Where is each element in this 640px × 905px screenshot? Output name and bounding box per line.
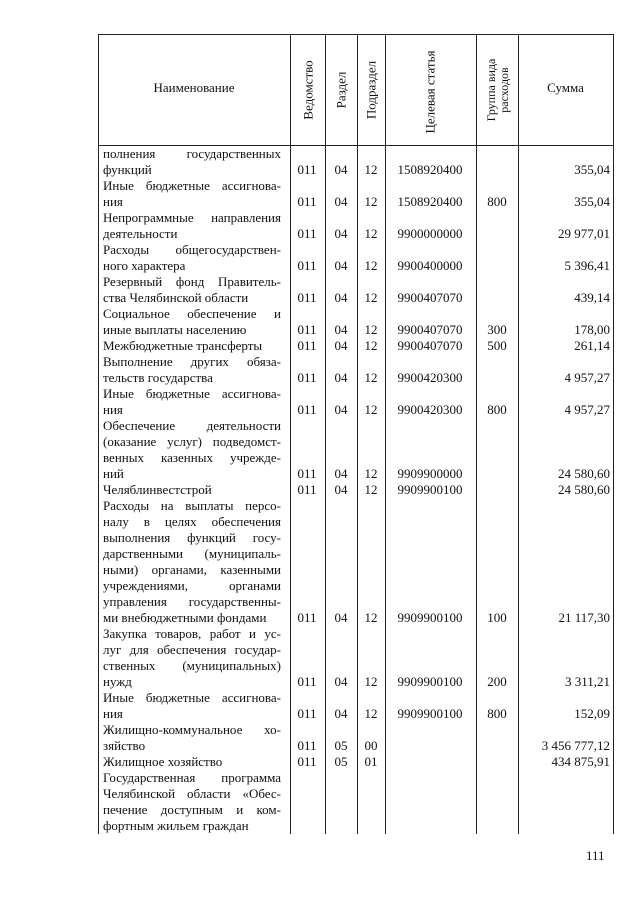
row-vedomstvo: 011 — [297, 754, 317, 769]
row-name — [103, 242, 281, 274]
row-name-line: выполнения функций госу- — [103, 530, 281, 545]
row-razdel: 04 — [334, 706, 348, 721]
row-tselevaya-statya: 1508920400 — [397, 162, 463, 177]
row-name-line: Челяблинвестстрой — [103, 482, 212, 497]
row-razdel: 05 — [334, 738, 348, 753]
table-border-left — [98, 34, 99, 834]
row-podrazdel: 12 — [364, 226, 378, 241]
row-name-line: Закупка товаров, работ и ус- — [103, 626, 281, 641]
row-vedomstvo: 011 — [297, 674, 317, 689]
row-tselevaya-statya: 9900407070 — [397, 322, 463, 337]
row-name-line: (оказание услуг) подведомст- — [103, 434, 281, 449]
row-name-line: ний — [103, 466, 124, 481]
row-razdel: 04 — [334, 466, 348, 481]
row-name-line: луг для обеспечения государ- — [103, 642, 281, 657]
row-name — [103, 306, 281, 338]
row-podrazdel: 12 — [364, 290, 378, 305]
row-name — [103, 274, 281, 306]
row-name-line: Расходы на выплаты персо- — [103, 498, 281, 513]
row-vedomstvo: 011 — [297, 610, 317, 625]
header-naimenovanie: Наименование — [153, 80, 235, 95]
table-border-right — [613, 34, 614, 834]
row-name — [103, 626, 281, 690]
row-podrazdel: 12 — [364, 610, 378, 625]
row-name-line: венных казенных учрежде- — [103, 450, 281, 465]
row-name-line: ния — [103, 706, 123, 721]
row-summa: 24 580,60 — [558, 466, 610, 481]
row-vedomstvo: 011 — [297, 370, 317, 385]
row-razdel: 04 — [334, 370, 348, 385]
row-name-line: фортным жильем граждан — [103, 818, 249, 833]
row-name-line: Резервный фонд Правитель- — [103, 274, 281, 289]
row-name-line: учреждениями, органами — [103, 578, 281, 593]
row-razdel: 04 — [334, 610, 348, 625]
row-summa: 29 977,01 — [558, 226, 610, 241]
row-name — [103, 482, 281, 498]
row-name — [103, 338, 281, 354]
row-name — [103, 498, 281, 626]
row-vedomstvo: 011 — [297, 482, 317, 497]
row-podrazdel: 12 — [364, 194, 378, 209]
page-number: 111 — [586, 848, 605, 863]
row-name-line: ного характера — [103, 258, 186, 273]
row-podrazdel: 12 — [364, 258, 378, 273]
row-tselevaya-statya: 9900420300 — [397, 370, 463, 385]
budget-table-page: Наименование Ведомство Раздел Подраздел Целевая статья Группа вида расходов Сумма полнения государственных функций 011 04 12 1508920400 355,04 Иные бюджетные ассигнова- ния 011 04 12 1508920400 800 355,04 Непрограммные направления деятельности 011 04 12 9900000000 29 977,01 Расходы общегосударствен- ного характера 011 04 12 9900400000 5 396,41 Резервный фонд Правитель- ства Челябинской области 011 04 12 9900407070 439,14 Социальное обеспечение и иные выплаты населению 011 04 12 9900407070 300 178,00 Межбюджетные трансферты 011 04 12 9900407070 500 261,14 Выполнение других обяза- тельств государства 011 04 12 9900420300 4 957,27 Иные бюджетные ассигнова- ния 011 04 12 9900420300 800 4 957,27 Обеспечение деятельности (оказание услуг) подведомст- венных казенных учрежде- ний 011 04 12 9909900000 24 580,60 Челяблинвестстрой 011 04 12 9909900100 24 580,60 Расходы на выплаты персо- налу в целях обеспечения выполнения функций госу- дарственными (муниципаль- ными) органами, казенными учреждениями, органами управления государственны- ми внебюджетными фондами 011 04 12 9909900100 100 21 117,30 Закупка товаров, работ и ус- луг для обеспечения государ- ственных (муниципальных) нужд 011 04 12 9909900100 200 3 311,21 Иные бюджетные ассигнова- ния 011 04 12 9909900100 800 152,09 Жилищно-коммунальное хо- зяйство 011 05 00 3 456 777,12 Жилищное хозяйство 011 05 01 434 875,91 Государственная программа Челябинской области «Обес- печение доступным и ком- фортным жильем граждан 111 — [0, 0, 640, 905]
row-gruppa-vida: 800 — [487, 402, 507, 417]
row-tselevaya-statya: 9900407070 — [397, 338, 463, 353]
row-tselevaya-statya: 1508920400 — [397, 194, 463, 209]
row-name-line: управления государственны- — [103, 594, 281, 609]
row-podrazdel: 00 — [364, 738, 378, 753]
row-name-line: Непрограммные направления — [103, 210, 281, 225]
row-summa: 24 580,60 — [558, 482, 610, 497]
row-name-line: печение доступным и ком- — [103, 802, 281, 817]
row-tselevaya-statya: 9900420300 — [397, 402, 463, 417]
row-gruppa-vida: 300 — [487, 322, 507, 337]
row-vedomstvo: 011 — [297, 290, 317, 305]
row-name — [103, 354, 281, 386]
row-name-line: Выполнение других обяза- — [103, 354, 281, 369]
row-name-line: Жилищно-коммунальное хо- — [103, 722, 281, 737]
row-summa: 152,09 — [574, 706, 610, 721]
row-vedomstvo: 011 — [297, 338, 317, 353]
row-name-line: Иные бюджетные ассигнова- — [103, 386, 281, 401]
row-tselevaya-statya: 9900400000 — [397, 258, 463, 273]
row-name-line: деятельности — [103, 226, 178, 241]
row-podrazdel: 12 — [364, 162, 378, 177]
row-razdel: 04 — [334, 290, 348, 305]
row-vedomstvo: 011 — [297, 738, 317, 753]
row-summa: 4 957,27 — [564, 370, 610, 385]
row-name-line: ния — [103, 402, 123, 417]
row-gruppa-vida: 800 — [487, 194, 507, 209]
row-vedomstvo: 011 — [297, 466, 317, 481]
row-name-line: ными) органами, казенными — [103, 562, 281, 577]
row-name-line: ния — [103, 194, 123, 209]
row-razdel: 04 — [334, 338, 348, 353]
row-podrazdel: 12 — [364, 674, 378, 689]
row-name-line: зяйство — [103, 738, 146, 753]
row-vedomstvo: 011 — [297, 322, 317, 337]
row-name-line: функций — [103, 162, 152, 177]
row-gruppa-vida: 200 — [487, 674, 507, 689]
row-tselevaya-statya: 9909900100 — [397, 610, 463, 625]
row-name-line: Государственная программа — [103, 770, 281, 785]
row-name-line: нужд — [103, 674, 132, 689]
row-tselevaya-statya: 9900407070 — [397, 290, 463, 305]
row-name — [103, 770, 281, 834]
row-summa: 21 117,30 — [558, 610, 610, 625]
row-vedomstvo: 011 — [297, 194, 317, 209]
row-tselevaya-statya: 9909900100 — [397, 706, 463, 721]
row-razdel: 04 — [334, 674, 348, 689]
row-name-line: дарственными (муниципаль- — [103, 546, 281, 561]
row-gruppa-vida: 500 — [487, 338, 507, 353]
row-podrazdel: 12 — [364, 370, 378, 385]
row-summa: 355,04 — [574, 162, 610, 177]
row-name-line: ственных (муниципальных) — [103, 658, 281, 673]
header-summa: Сумма — [547, 80, 584, 95]
row-name — [103, 690, 281, 722]
row-name-line: Жилищное хозяйство — [103, 754, 223, 769]
row-razdel: 04 — [334, 194, 348, 209]
row-podrazdel: 12 — [364, 466, 378, 481]
row-name-line: Челябинской области «Обес- — [103, 786, 281, 801]
row-name — [103, 418, 281, 482]
row-summa: 261,14 — [574, 338, 610, 353]
row-summa: 355,04 — [574, 194, 610, 209]
row-name-line: налу в целях обеспечения — [103, 514, 281, 529]
row-tselevaya-statya: 9909900100 — [397, 674, 463, 689]
row-podrazdel: 12 — [364, 482, 378, 497]
row-tselevaya-statya: 9900000000 — [397, 226, 463, 241]
row-name — [103, 146, 281, 178]
row-name-line: Социальное обеспечение и — [103, 306, 281, 321]
row-gruppa-vida: 100 — [487, 610, 507, 625]
row-podrazdel: 12 — [364, 706, 378, 721]
row-podrazdel: 12 — [364, 322, 378, 337]
row-vedomstvo: 011 — [297, 402, 317, 417]
row-name-line: ми внебюджетными фондами — [103, 610, 267, 625]
row-tselevaya-statya: 9909900100 — [397, 482, 463, 497]
row-name-line: тельств государства — [103, 370, 213, 385]
row-podrazdel: 12 — [364, 402, 378, 417]
row-name-line: Межбюджетные трансферты — [103, 338, 263, 353]
row-vedomstvo: 011 — [297, 226, 317, 241]
row-name — [103, 722, 281, 754]
row-name-line: Иные бюджетные ассигнова- — [103, 178, 281, 193]
row-razdel: 04 — [334, 226, 348, 241]
row-vedomstvo: 011 — [297, 258, 317, 273]
row-name-line: Иные бюджетные ассигнова- — [103, 690, 281, 705]
row-name — [103, 754, 281, 770]
row-tselevaya-statya: 9909900000 — [397, 466, 463, 481]
row-summa: 3 456 777,12 — [541, 738, 610, 753]
row-summa: 5 396,41 — [564, 258, 610, 273]
row-name — [103, 386, 281, 418]
row-summa: 4 957,27 — [564, 402, 610, 417]
row-summa: 178,00 — [574, 322, 610, 337]
row-name — [103, 178, 281, 210]
row-name-line: Расходы общегосударствен- — [103, 242, 281, 257]
row-name-line: ства Челябинской области — [103, 290, 249, 305]
table-border-top — [98, 34, 613, 35]
row-razdel: 05 — [334, 754, 348, 769]
row-name-line: полнения государственных — [103, 146, 281, 161]
row-razdel: 04 — [334, 482, 348, 497]
row-podrazdel: 12 — [364, 338, 378, 353]
row-summa: 439,14 — [574, 290, 610, 305]
row-name — [103, 210, 281, 242]
row-razdel: 04 — [334, 402, 348, 417]
row-summa: 434 875,91 — [551, 754, 610, 769]
row-vedomstvo: 011 — [297, 706, 317, 721]
row-razdel: 04 — [334, 258, 348, 273]
row-razdel: 04 — [334, 322, 348, 337]
row-vedomstvo: 011 — [297, 162, 317, 177]
row-name-line: иные выплаты населению — [103, 322, 247, 337]
row-summa: 3 311,21 — [564, 674, 610, 689]
row-podrazdel: 01 — [364, 754, 378, 769]
row-razdel: 04 — [334, 162, 348, 177]
row-gruppa-vida: 800 — [487, 706, 507, 721]
row-name-line: Обеспечение деятельности — [103, 418, 281, 433]
